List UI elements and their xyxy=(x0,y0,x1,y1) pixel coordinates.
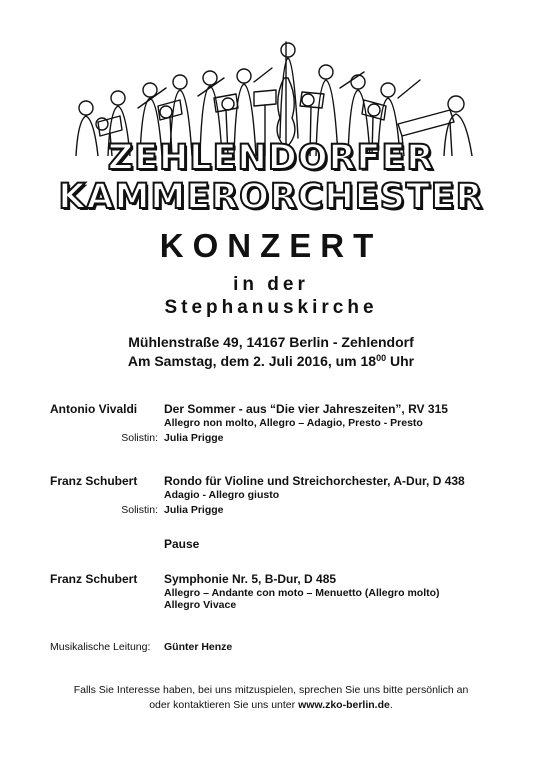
footer-line-1: Falls Sie Interesse haben, bei uns mitzuspielen, sprechen Sie uns bitte persönlich an xyxy=(73,684,469,696)
work-title: Symphonie Nr. 5, B-Dur, D 485 xyxy=(164,572,337,586)
logo-line-1: ZEHLENDORFER xyxy=(107,138,435,178)
footer-prefix: oder kontaktieren Sie uns unter xyxy=(149,699,299,711)
date-suffix: Uhr xyxy=(386,353,415,369)
date-prefix: Am Samstag, dem 2. Juli 2016, um 18 xyxy=(127,353,377,369)
soloist-name: Julia Prigge xyxy=(164,504,224,516)
concert-date xyxy=(0,353,542,369)
work-title: Der Sommer - aus “Die vier Jahreszeiten”, RV 315 xyxy=(164,402,448,416)
soloist-label: Solistin: xyxy=(121,432,158,444)
soloist-name: Julia Prigge xyxy=(164,432,224,444)
composer: Franz Schubert xyxy=(50,474,138,488)
soloist-label: Solistin: xyxy=(121,504,158,516)
date-superscript: 00 xyxy=(376,353,387,363)
heading-church: Stephanuskirche xyxy=(164,297,378,318)
footer-suffix: . xyxy=(389,699,393,711)
composer: Antonio Vivaldi xyxy=(50,402,138,416)
movements: Allegro non molto, Allegro – Adagio, Presto - Presto xyxy=(164,417,423,429)
composer: Franz Schubert xyxy=(50,572,138,586)
logo-line-2: KAMMERORCHESTER xyxy=(58,177,484,217)
concert-title: KONZERT xyxy=(159,227,383,264)
movements: Allegro – Andante con moto – Menuetto (Allegro molto) xyxy=(164,587,440,599)
movements: Adagio - Allegro giusto xyxy=(164,489,280,501)
heading-in-der: in der xyxy=(233,274,309,295)
work-title: Rondo für Violine und Streichorchester, A-Dur, D 438 xyxy=(164,474,465,488)
conductor-name: Günter Henze xyxy=(164,641,233,653)
footer-line-2 xyxy=(0,699,542,711)
movements-line-2: Allegro Vivace xyxy=(164,599,237,611)
venue-address: Mühlenstraße 49, 14167 Berlin - Zehlendorf xyxy=(128,334,414,350)
website-link[interactable]: www.zko-berlin.de xyxy=(298,699,390,711)
leadership-label: Musikalische Leitung: xyxy=(50,641,151,653)
pause-label: Pause xyxy=(164,537,200,551)
